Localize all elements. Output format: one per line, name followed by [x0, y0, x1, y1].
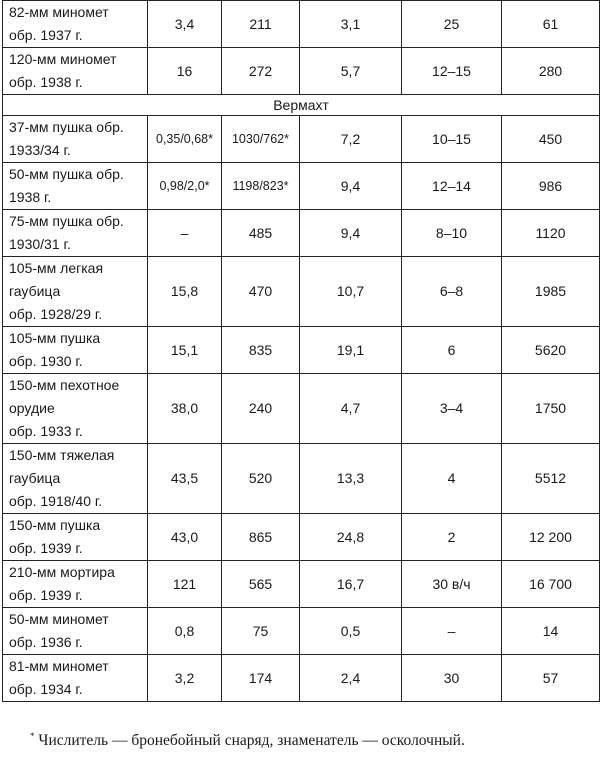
weapon-name-cell	[3, 116, 148, 163]
value-cell: 0,98/2,0*	[148, 163, 222, 210]
value-cell: 3,1	[300, 1, 402, 48]
value-cell: 16,7	[300, 561, 402, 608]
value-cell: –	[402, 608, 502, 655]
value-cell: 240	[222, 374, 300, 444]
table-row	[3, 561, 600, 608]
value-cell: 272	[222, 48, 300, 95]
weapon-name-line: гаубица	[9, 283, 61, 299]
value-cell: 43,0	[148, 514, 222, 561]
value-cell: 211	[222, 1, 300, 48]
weapon-name-line: 120-мм миномет	[9, 51, 117, 67]
weapon-name-line: 50-мм миномет	[9, 611, 109, 627]
value-cell: 565	[222, 561, 300, 608]
value-cell: 30	[402, 655, 502, 702]
weapon-name-line: 150-мм тяжелая	[9, 447, 115, 463]
value-cell: 3–4	[402, 374, 502, 444]
table-body	[3, 1, 600, 702]
value-cell: 0,5	[300, 608, 402, 655]
value-cell: 4	[402, 444, 502, 514]
weapon-name-line: 50-мм пушка обр.	[9, 166, 124, 182]
value-cell: 6	[402, 327, 502, 374]
value-cell: 520	[222, 444, 300, 514]
value-cell: 10,7	[300, 257, 402, 327]
weapon-name-line: обр. 1933 г.	[9, 423, 83, 439]
table-row	[3, 48, 600, 95]
weapon-name-line: орудие	[9, 400, 55, 416]
weapon-name-line: 105-мм легкая	[9, 260, 104, 276]
value-cell: 19,1	[300, 327, 402, 374]
weapon-name-cell	[3, 210, 148, 257]
weapon-name-cell	[3, 1, 148, 48]
weapon-name-line: обр. 1937 г.	[9, 27, 83, 43]
value-cell: 986	[502, 163, 600, 210]
value-cell: 24,8	[300, 514, 402, 561]
value-cell: 470	[222, 257, 300, 327]
footnote-text: Числитель — бронебойный снаряд, знаменатель — осколочный.	[38, 732, 465, 749]
value-cell: –	[148, 210, 222, 257]
table-row	[3, 655, 600, 702]
footnote-marker: *	[30, 731, 35, 741]
value-cell: 865	[222, 514, 300, 561]
value-cell: 38,0	[148, 374, 222, 444]
value-cell: 3,2	[148, 655, 222, 702]
weapon-name-cell	[3, 655, 148, 702]
value-cell: 5512	[502, 444, 600, 514]
table-row	[3, 374, 600, 444]
value-cell: 1120	[502, 210, 600, 257]
weapon-name-cell	[3, 374, 148, 444]
section-title: Вермахт	[3, 95, 600, 116]
weapon-name-line: 1930/31 г.	[9, 236, 71, 252]
value-cell: 30 в/ч	[402, 561, 502, 608]
value-cell: 121	[148, 561, 222, 608]
value-cell: 9,4	[300, 163, 402, 210]
weapon-name-cell	[3, 561, 148, 608]
value-cell: 174	[222, 655, 300, 702]
value-cell: 57	[502, 655, 600, 702]
value-cell: 43,5	[148, 444, 222, 514]
weapon-name-line: обр. 1939 г.	[9, 587, 83, 603]
value-cell: 0,35/0,68*	[148, 116, 222, 163]
value-cell: 1198/823*	[222, 163, 300, 210]
value-cell: 450	[502, 116, 600, 163]
value-cell: 12–14	[402, 163, 502, 210]
weapon-name-line: 75-мм пушка обр.	[9, 213, 124, 229]
weapon-name-line: обр. 1939 г.	[9, 540, 83, 556]
value-cell: 14	[502, 608, 600, 655]
weapon-name-line: 81-мм миномет	[9, 658, 109, 674]
value-cell: 61	[502, 1, 600, 48]
table-row	[3, 327, 600, 374]
weapon-name-line: гаубица	[9, 470, 61, 486]
value-cell: 3,4	[148, 1, 222, 48]
table-row	[3, 116, 600, 163]
weapon-name-line: обр. 1928/29 г.	[9, 306, 103, 322]
value-cell: 6–8	[402, 257, 502, 327]
weapon-name-line: 210-мм мортира	[9, 564, 115, 580]
value-cell: 12 200	[502, 514, 600, 561]
value-cell: 2	[402, 514, 502, 561]
weapon-name-cell	[3, 163, 148, 210]
value-cell: 4,7	[300, 374, 402, 444]
value-cell: 16	[148, 48, 222, 95]
weapon-name-line: 150-мм пехотное	[9, 377, 120, 393]
weapon-name-line: 1938 г.	[9, 189, 52, 205]
weapon-name-cell	[3, 257, 148, 327]
value-cell: 1985	[502, 257, 600, 327]
table-row	[3, 444, 600, 514]
table-row	[3, 1, 600, 48]
value-cell: 835	[222, 327, 300, 374]
weapon-name-cell	[3, 444, 148, 514]
value-cell: 75	[222, 608, 300, 655]
value-cell: 13,3	[300, 444, 402, 514]
value-cell: 15,8	[148, 257, 222, 327]
weapon-name-line: обр. 1938 г.	[9, 74, 83, 90]
section-row	[3, 95, 600, 116]
weapon-name-line: обр. 1930 г.	[9, 353, 83, 369]
value-cell: 8–10	[402, 210, 502, 257]
weapon-name-cell	[3, 48, 148, 95]
value-cell: 5620	[502, 327, 600, 374]
table-row	[3, 608, 600, 655]
footnote	[30, 731, 590, 750]
weapon-name-line: 105-мм пушка	[9, 330, 101, 346]
value-cell: 5,7	[300, 48, 402, 95]
value-cell: 1750	[502, 374, 600, 444]
weapon-name-line: обр. 1918/40 г.	[9, 493, 103, 509]
table-row	[3, 257, 600, 327]
weapon-name-line: обр. 1934 г.	[9, 681, 83, 697]
value-cell: 2,4	[300, 655, 402, 702]
weapon-name-cell	[3, 327, 148, 374]
weapon-name-line: 82-мм миномет	[9, 4, 109, 20]
weapon-name-line: 150-мм пушка	[9, 517, 101, 533]
value-cell: 7,2	[300, 116, 402, 163]
weapon-name-line: 1933/34 г.	[9, 142, 71, 158]
weapon-name-line: обр. 1936 г.	[9, 634, 83, 650]
value-cell: 25	[402, 1, 502, 48]
weapon-name-cell	[3, 608, 148, 655]
value-cell: 15,1	[148, 327, 222, 374]
table-row	[3, 210, 600, 257]
weapons-table	[2, 0, 600, 702]
value-cell: 0,8	[148, 608, 222, 655]
table-row	[3, 514, 600, 561]
value-cell: 16 700	[502, 561, 600, 608]
weapon-name-cell	[3, 514, 148, 561]
value-cell: 12–15	[402, 48, 502, 95]
value-cell: 280	[502, 48, 600, 95]
value-cell: 10–15	[402, 116, 502, 163]
weapon-name-line: 37-мм пушка обр.	[9, 119, 124, 135]
value-cell: 9,4	[300, 210, 402, 257]
table-row	[3, 163, 600, 210]
value-cell: 1030/762*	[222, 116, 300, 163]
value-cell: 485	[222, 210, 300, 257]
